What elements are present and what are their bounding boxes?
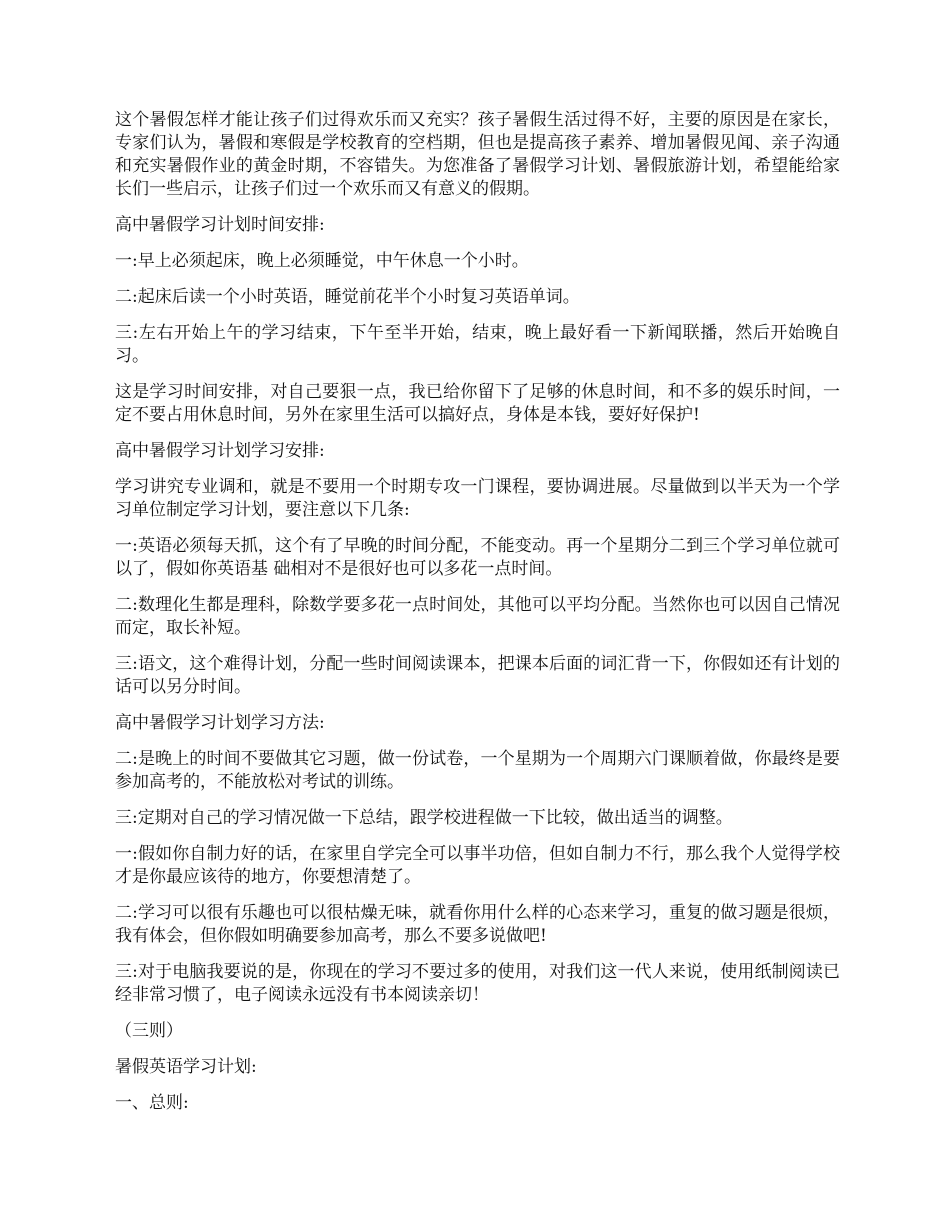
intro-paragraph: 这个暑假怎样才能让孩子们过得欢乐而又充实？孩子暑假生活过得不好，主要的原因是在家长，专家们认为，暑假和寒假是学校教育的空档期，但也是提高孩子素养、增加暑假见闻、亲子沟通和充实暑假作业的黄金时期，不容错失。为您准备了暑假学习计划、暑假旅游计划，希望能给家长们一些启示，让孩子们过一个欢乐而又有意义的假期。 xyxy=(115,110,840,199)
part-marker: （三则） xyxy=(115,1021,183,1041)
advice-item-1: 一:假如你自制力好的话，在家里自学完全可以事半功倍，但如自制力不行，那么我个人觉得学校才是你最应该待的地方，你要想清楚了。 xyxy=(115,844,840,887)
document-page xyxy=(115,109,840,1128)
schedule-item-2: 二:起床后读一个小时英语，睡觉前花半个小时复习英语单词。 xyxy=(115,287,580,307)
method-item-3: 三:定期对自己的学习情况做一下总结，跟学校进程做一下比较，做出适当的调整。 xyxy=(115,808,733,828)
schedule-item-1: 一:早上必须起床，晚上必须睡觉，中午休息一个小时。 xyxy=(115,251,529,271)
arrangement-intro: 学习讲究专业调和，就是不要用一个时期专攻一门课程，要协调进展。尽量做到以半天为一个学习单位制定学习计划，要注意以下几条: xyxy=(115,477,840,520)
section-heading-arrangement: 高中暑假学习计划学习安排: xyxy=(115,441,325,461)
general-rules-heading: 一、总则: xyxy=(115,1093,189,1113)
method-item-2: 二:是晚上的时间不要做其它习题，做一份试卷，一个星期为一个周期六门课顺着做，你最终是要参加高考的，不能放松对考试的训练。 xyxy=(115,749,840,792)
arrangement-item-2: 二:数理化生都是理科，除数学要多花一点时间处，其他可以平均分配。当然你也可以因自己情况而定，取长补短。 xyxy=(115,595,840,638)
arrangement-item-3: 三:语文，这个难得计划，分配一些时间阅读课本，把课本后面的词汇背一下，你假如还有计划的话可以另分时间。 xyxy=(115,654,840,697)
section-heading-schedule: 高中暑假学习计划时间安排: xyxy=(115,215,325,235)
arrangement-item-1: 一:英语必须每天抓，这个有了早晚的时间分配，不能变动。再一个星期分二到三个学习单位就可以了，假如你英语基 础相对不是很好也可以多花一点时间。 xyxy=(115,536,840,579)
schedule-item-3: 三:左右开始上午的学习结束，下午至半开始，结束，晚上最好看一下新闻联播，然后开始晚自习。 xyxy=(115,323,840,366)
section-heading-method: 高中暑假学习计划学习方法: xyxy=(115,713,325,733)
schedule-summary: 这是学习时间安排，对自己要狠一点，我已给你留下了足够的休息时间，和不多的娱乐时间，一定不要占用休息时间，另外在家里生活可以搞好点，身体是本钱，要好好保护! xyxy=(115,382,840,425)
advice-item-2: 二:学习可以很有乐趣也可以很枯燥无味，就看你用什么样的心态来学习，重复的做习题是很烦，我有体会，但你假如明确要参加高考，那么不要多说做吧! xyxy=(115,903,840,946)
section-heading-english-plan: 暑假英语学习计划: xyxy=(115,1057,257,1077)
advice-item-3: 三:对于电脑我要说的是，你现在的学习不要过多的使用，对我们这一代人来说，使用纸制阅读已经非常习惯了，电子阅读永远没有书本阅读亲切！ xyxy=(115,962,840,1005)
